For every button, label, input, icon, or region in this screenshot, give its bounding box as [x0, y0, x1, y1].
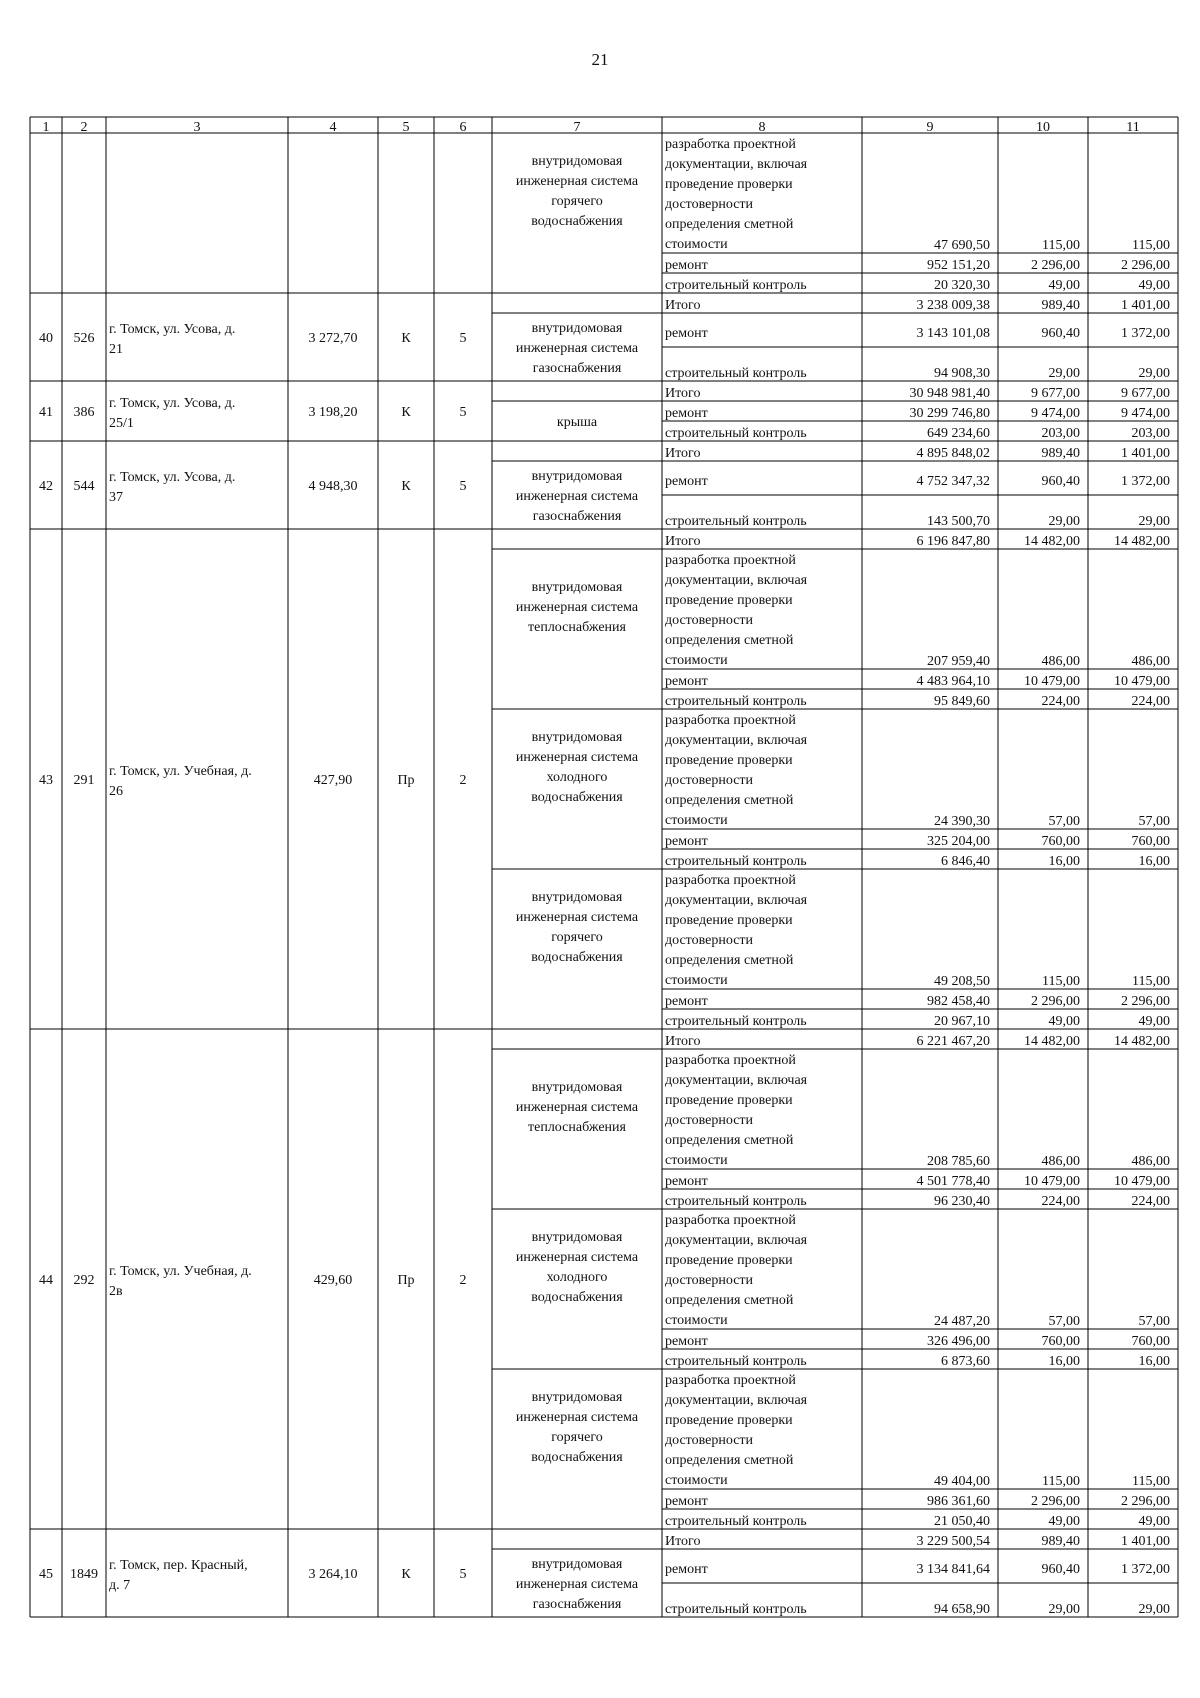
control-label: строительный контроль	[665, 514, 807, 529]
address: 2в	[109, 1284, 123, 1299]
repair-label: ремонт	[665, 258, 708, 273]
system-name: холодного	[546, 770, 608, 785]
control-value: 16,00	[1138, 854, 1170, 869]
design-work-label: проведение проверки	[665, 913, 793, 928]
control-value: 29,00	[1138, 1602, 1170, 1617]
repair-value: 326 496,00	[927, 1334, 990, 1349]
repair-label: ремонт	[665, 834, 708, 849]
design-work-label: достоверности	[665, 1433, 754, 1448]
control-label: строительный контроль	[665, 426, 807, 441]
system-name: инженерная система	[515, 1100, 639, 1115]
design-work-label: определения сметной	[665, 1453, 794, 1468]
design-work-label: проведение проверки	[665, 177, 793, 192]
system-name: водоснабжения	[531, 790, 623, 805]
repair-value: 30 299 746,80	[909, 406, 990, 421]
address: г. Томск, ул. Усова, д.	[109, 470, 236, 485]
control-value: 16,00	[1048, 1354, 1080, 1369]
repair-label: ремонт	[665, 994, 708, 1009]
system-name: горячего	[551, 194, 603, 209]
system-name: внутридомовая	[531, 321, 623, 336]
total-value: 6 196 847,80	[916, 534, 990, 549]
design-value: 486,00	[1131, 654, 1170, 669]
floors: 5	[459, 479, 467, 494]
repair-label: ремонт	[665, 674, 708, 689]
area: 3 198,20	[308, 405, 358, 420]
design-work-label: разработка проектной	[665, 1213, 796, 1228]
total-value: 14 482,00	[1024, 1034, 1080, 1049]
system-name: горячего	[551, 1430, 603, 1445]
repair-value: 9 474,00	[1121, 406, 1170, 421]
system-name: внутридомовая	[531, 1230, 623, 1245]
total-value: 989,40	[1041, 1534, 1080, 1549]
system-name: газоснабжения	[532, 509, 622, 524]
design-value: 57,00	[1048, 814, 1080, 829]
floors: 5	[459, 331, 467, 346]
total-label: Итого	[665, 534, 701, 549]
area: 4 948,30	[308, 479, 358, 494]
system-name: внутридомовая	[531, 580, 623, 595]
control-label: строительный контроль	[665, 1014, 807, 1029]
control-value: 94 908,30	[934, 366, 990, 381]
control-value: 95 849,60	[934, 694, 990, 709]
repair-label: ремонт	[665, 474, 708, 489]
design-value: 208 785,60	[927, 1154, 990, 1169]
total-label: Итого	[665, 1534, 701, 1549]
page-number: 21	[591, 50, 609, 69]
total-value: 14 482,00	[1114, 1034, 1170, 1049]
design-work-label: разработка проектной	[665, 873, 796, 888]
control-value: 224,00	[1131, 1194, 1170, 1209]
design-work-label: определения сметной	[665, 793, 794, 808]
total-value: 3 238 009,38	[916, 298, 990, 313]
column-header: 11	[1126, 120, 1140, 135]
house-type: Пр	[397, 1273, 415, 1288]
design-work-label: документации, включая	[665, 1073, 808, 1088]
house-id: 291	[73, 773, 95, 788]
total-value: 1 401,00	[1121, 298, 1170, 313]
control-value: 96 230,40	[934, 1194, 990, 1209]
system-name: газоснабжения	[532, 361, 622, 376]
total-value: 989,40	[1041, 446, 1080, 461]
repair-value: 1 372,00	[1121, 474, 1170, 489]
design-work-label: проведение проверки	[665, 1093, 793, 1108]
total-label: Итого	[665, 386, 701, 401]
total-value: 3 229 500,54	[916, 1534, 990, 1549]
design-work-label: стоимости	[665, 1473, 728, 1488]
system-name: инженерная система	[515, 489, 639, 504]
system-name: инженерная система	[515, 341, 639, 356]
design-value: 24 390,30	[934, 814, 990, 829]
design-value: 49 404,00	[934, 1474, 990, 1489]
repair-value: 2 296,00	[1031, 1494, 1080, 1509]
system-name: водоснабжения	[531, 214, 623, 229]
house-id: 386	[73, 405, 95, 420]
control-value: 29,00	[1048, 514, 1080, 529]
design-work-label: достоверности	[665, 773, 754, 788]
repair-label: ремонт	[665, 1174, 708, 1189]
house-id: 544	[73, 479, 95, 494]
floors: 5	[459, 1567, 467, 1582]
design-work-label: документации, включая	[665, 893, 808, 908]
control-value: 49,00	[1138, 278, 1170, 293]
repair-value: 2 296,00	[1121, 258, 1170, 273]
control-value: 6 846,40	[941, 854, 990, 869]
column-header: 4	[329, 120, 337, 135]
row-number: 42	[39, 479, 53, 494]
design-value: 24 487,20	[934, 1314, 990, 1329]
system-name: горячего	[551, 930, 603, 945]
design-work-label: разработка проектной	[665, 1053, 796, 1068]
design-work-label: проведение проверки	[665, 593, 793, 608]
design-work-label: стоимости	[665, 973, 728, 988]
design-value: 115,00	[1042, 238, 1080, 253]
address: д. 7	[109, 1578, 131, 1593]
repair-value: 325 204,00	[927, 834, 990, 849]
system-name: теплоснабжения	[528, 620, 626, 635]
control-value: 29,00	[1138, 514, 1170, 529]
repair-value: 960,40	[1041, 1562, 1080, 1577]
repair-value: 10 479,00	[1024, 1174, 1080, 1189]
control-value: 20 320,30	[934, 278, 990, 293]
total-label: Итого	[665, 1034, 701, 1049]
repair-label: ремонт	[665, 326, 708, 341]
house-type: Пр	[397, 773, 415, 788]
design-work-label: достоверности	[665, 613, 754, 628]
repair-value: 4 483 964,10	[916, 674, 990, 689]
total-value: 9 677,00	[1121, 386, 1170, 401]
control-value: 49,00	[1138, 1514, 1170, 1529]
design-work-label: достоверности	[665, 1273, 754, 1288]
design-value: 115,00	[1042, 974, 1080, 989]
address: г. Томск, пер. Красный,	[109, 1558, 248, 1573]
repair-value: 10 479,00	[1114, 674, 1170, 689]
column-header: 5	[402, 120, 410, 135]
control-label: строительный контроль	[665, 854, 807, 869]
repair-value: 2 296,00	[1121, 994, 1170, 1009]
floors: 2	[459, 1273, 467, 1288]
total-value: 30 948 981,40	[909, 386, 990, 401]
repair-value: 960,40	[1041, 326, 1080, 341]
design-work-label: стоимости	[665, 237, 728, 252]
system-name: инженерная система	[515, 600, 639, 615]
repair-value: 760,00	[1041, 834, 1080, 849]
system-name: внутридомовая	[531, 1080, 623, 1095]
design-work-label: проведение проверки	[665, 1253, 793, 1268]
control-label: строительный контроль	[665, 366, 807, 381]
control-value: 203,00	[1131, 426, 1170, 441]
control-value: 29,00	[1048, 1602, 1080, 1617]
design-work-label: документации, включая	[665, 157, 808, 172]
area: 429,60	[313, 1273, 353, 1288]
repair-value: 3 134 841,64	[916, 1562, 990, 1577]
column-header: 9	[926, 120, 934, 135]
design-value: 115,00	[1132, 1474, 1170, 1489]
design-value: 486,00	[1041, 654, 1080, 669]
repair-value: 9 474,00	[1031, 406, 1080, 421]
address: г. Томск, ул. Учебная, д.	[109, 764, 252, 779]
house-type: К	[401, 1567, 411, 1582]
control-value: 203,00	[1041, 426, 1080, 441]
system-name: водоснабжения	[531, 1450, 623, 1465]
system-name: внутридомовая	[531, 1390, 623, 1405]
design-value: 47 690,50	[934, 238, 990, 253]
repair-value: 4 752 347,32	[916, 474, 990, 489]
row-number: 44	[39, 1273, 53, 1288]
design-value: 57,00	[1138, 814, 1170, 829]
design-work-label: документации, включая	[665, 1233, 808, 1248]
control-value: 20 967,10	[934, 1014, 990, 1029]
control-label: строительный контроль	[665, 278, 807, 293]
control-label: строительный контроль	[665, 1194, 807, 1209]
system-name: инженерная система	[515, 750, 639, 765]
system-name: внутридомовая	[531, 154, 623, 169]
house-type: К	[401, 405, 411, 420]
repair-value: 4 501 778,40	[916, 1174, 990, 1189]
column-header: 7	[573, 120, 581, 135]
repair-value: 982 458,40	[927, 994, 990, 1009]
house-type: К	[401, 331, 411, 346]
control-value: 143 500,70	[927, 514, 990, 529]
control-value: 29,00	[1138, 366, 1170, 381]
address: г. Томск, ул. Усова, д.	[109, 396, 236, 411]
repair-label: ремонт	[665, 1494, 708, 1509]
area: 3 272,70	[308, 331, 358, 346]
column-header: 8	[758, 120, 766, 135]
total-label: Итого	[665, 446, 701, 461]
design-value: 115,00	[1132, 238, 1170, 253]
design-work-label: определения сметной	[665, 1133, 794, 1148]
control-value: 29,00	[1048, 366, 1080, 381]
control-label: строительный контроль	[665, 1514, 807, 1529]
house-type: К	[401, 479, 411, 494]
design-value: 57,00	[1048, 1314, 1080, 1329]
house-id: 1849	[70, 1567, 98, 1582]
control-value: 224,00	[1131, 694, 1170, 709]
design-value: 57,00	[1138, 1314, 1170, 1329]
control-value: 94 658,90	[934, 1602, 990, 1617]
design-work-label: стоимости	[665, 1313, 728, 1328]
area: 427,90	[313, 773, 353, 788]
design-work-label: определения сметной	[665, 1293, 794, 1308]
control-value: 649 234,60	[927, 426, 990, 441]
total-value: 14 482,00	[1024, 534, 1080, 549]
repair-value: 2 296,00	[1031, 994, 1080, 1009]
repair-value: 1 372,00	[1121, 326, 1170, 341]
repair-value: 3 143 101,08	[916, 326, 990, 341]
design-work-label: разработка проектной	[665, 1373, 796, 1388]
system-name: инженерная система	[515, 1577, 639, 1592]
system-name: инженерная система	[515, 174, 639, 189]
total-value: 4 895 848,02	[916, 446, 990, 461]
repair-value: 10 479,00	[1114, 1174, 1170, 1189]
house-id: 292	[73, 1273, 95, 1288]
total-value: 989,40	[1041, 298, 1080, 313]
total-value: 6 221 467,20	[916, 1034, 990, 1049]
column-header: 2	[80, 120, 88, 135]
column-header: 1	[42, 120, 50, 135]
design-work-label: разработка проектной	[665, 713, 796, 728]
system-name: водоснабжения	[531, 950, 623, 965]
design-value: 115,00	[1132, 974, 1170, 989]
design-value: 207 959,40	[927, 654, 990, 669]
system-name: холодного	[546, 1270, 608, 1285]
repair-label: ремонт	[665, 1562, 708, 1577]
row-number: 40	[39, 331, 53, 346]
system-name: водоснабжения	[531, 1290, 623, 1305]
design-work-label: разработка проектной	[665, 137, 796, 152]
design-value: 486,00	[1041, 1154, 1080, 1169]
repair-value: 760,00	[1131, 1334, 1170, 1349]
repair-value: 1 372,00	[1121, 1562, 1170, 1577]
design-work-label: определения сметной	[665, 953, 794, 968]
system-name: внутридомовая	[531, 730, 623, 745]
floors: 2	[459, 773, 467, 788]
address: 25/1	[109, 416, 134, 431]
design-work-label: достоверности	[665, 933, 754, 948]
design-work-label: разработка проектной	[665, 553, 796, 568]
row-number: 43	[39, 773, 53, 788]
control-value: 224,00	[1041, 1194, 1080, 1209]
total-value: 1 401,00	[1121, 446, 1170, 461]
control-value: 21 050,40	[934, 1514, 990, 1529]
address: г. Томск, ул. Усова, д.	[109, 322, 236, 337]
design-work-label: стоимости	[665, 813, 728, 828]
column-header: 3	[193, 120, 201, 135]
control-label: строительный контроль	[665, 1602, 807, 1617]
repair-label: ремонт	[665, 1334, 708, 1349]
repair-value: 760,00	[1041, 1334, 1080, 1349]
area: 3 264,10	[308, 1567, 358, 1582]
column-header: 6	[459, 120, 467, 135]
system-name: крыша	[556, 415, 598, 430]
system-name: инженерная система	[515, 1410, 639, 1425]
design-value: 115,00	[1042, 1474, 1080, 1489]
repair-label: ремонт	[665, 406, 708, 421]
control-label: строительный контроль	[665, 1354, 807, 1369]
design-work-label: документации, включая	[665, 573, 808, 588]
repair-value: 2 296,00	[1031, 258, 1080, 273]
design-value: 486,00	[1131, 1154, 1170, 1169]
address: 21	[109, 342, 123, 357]
system-name: газоснабжения	[532, 1597, 622, 1612]
column-header: 10	[1036, 120, 1050, 135]
design-work-label: достоверности	[665, 1113, 754, 1128]
address: 26	[109, 784, 123, 799]
system-name: внутридомовая	[531, 469, 623, 484]
design-work-label: определения сметной	[665, 633, 794, 648]
control-value: 49,00	[1048, 278, 1080, 293]
control-value: 224,00	[1041, 694, 1080, 709]
repair-value: 10 479,00	[1024, 674, 1080, 689]
system-name: внутридомовая	[531, 1557, 623, 1572]
floors: 5	[459, 405, 467, 420]
design-work-label: достоверности	[665, 197, 754, 212]
total-value: 9 677,00	[1031, 386, 1080, 401]
design-work-label: определения сметной	[665, 217, 794, 232]
design-work-label: стоимости	[665, 653, 728, 668]
design-work-label: стоимости	[665, 1153, 728, 1168]
total-label: Итого	[665, 298, 701, 313]
control-value: 49,00	[1048, 1014, 1080, 1029]
control-value: 49,00	[1138, 1014, 1170, 1029]
address: 37	[109, 490, 123, 505]
repair-value: 952 151,20	[927, 258, 990, 273]
design-value: 49 208,50	[934, 974, 990, 989]
control-label: строительный контроль	[665, 694, 807, 709]
system-name: теплоснабжения	[528, 1120, 626, 1135]
total-value: 1 401,00	[1121, 1534, 1170, 1549]
design-work-label: проведение проверки	[665, 1413, 793, 1428]
system-name: внутридомовая	[531, 890, 623, 905]
design-work-label: документации, включая	[665, 733, 808, 748]
control-value: 16,00	[1138, 1354, 1170, 1369]
row-number: 41	[39, 405, 53, 420]
design-work-label: проведение проверки	[665, 753, 793, 768]
house-id: 526	[73, 331, 95, 346]
control-value: 6 873,60	[941, 1354, 990, 1369]
row-number: 45	[39, 1567, 53, 1582]
design-work-label: документации, включая	[665, 1393, 808, 1408]
control-value: 49,00	[1048, 1514, 1080, 1529]
address: г. Томск, ул. Учебная, д.	[109, 1264, 252, 1279]
repair-value: 960,40	[1041, 474, 1080, 489]
repair-value: 2 296,00	[1121, 1494, 1170, 1509]
system-name: инженерная система	[515, 910, 639, 925]
total-value: 14 482,00	[1114, 534, 1170, 549]
control-value: 16,00	[1048, 854, 1080, 869]
system-name: инженерная система	[515, 1250, 639, 1265]
repair-value: 760,00	[1131, 834, 1170, 849]
repair-value: 986 361,60	[927, 1494, 990, 1509]
